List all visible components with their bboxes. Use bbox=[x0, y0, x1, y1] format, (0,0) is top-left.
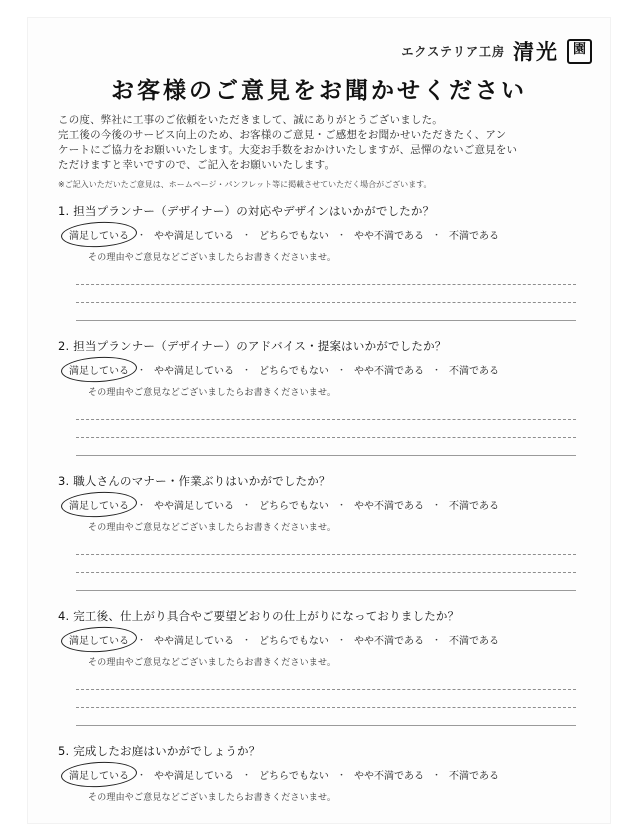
option-selected[interactable]: 満足している bbox=[66, 631, 132, 648]
answer-line[interactable] bbox=[76, 807, 576, 823]
option-separator: ・ bbox=[137, 771, 147, 781]
questions-list bbox=[58, 203, 582, 823]
option[interactable]: やや不満である bbox=[353, 231, 424, 242]
option-separator: ・ bbox=[336, 771, 346, 781]
answer-line[interactable] bbox=[76, 690, 576, 708]
company-name-large: 清光 bbox=[513, 40, 559, 64]
option-separator: ・ bbox=[431, 366, 441, 376]
option-separator: ・ bbox=[137, 231, 147, 241]
question-subprompt: その理由やご意見などございましたらお書きくださいませ。 bbox=[88, 658, 337, 668]
answer-write-in-area[interactable] bbox=[76, 402, 576, 456]
answer-line[interactable] bbox=[76, 537, 576, 555]
question-subprompt: その理由やご意見などございましたらお書きくださいませ。 bbox=[88, 523, 337, 533]
answer-options bbox=[66, 496, 582, 513]
option[interactable]: どちらでもない bbox=[259, 636, 329, 647]
option-separator: ・ bbox=[242, 231, 252, 241]
answer-options bbox=[66, 631, 582, 648]
option[interactable]: 不満である bbox=[448, 636, 499, 647]
answer-line[interactable] bbox=[76, 573, 576, 591]
option-separator: ・ bbox=[336, 501, 346, 511]
answer-options bbox=[66, 361, 582, 378]
questionnaire-sheet bbox=[28, 18, 610, 823]
option[interactable]: やや満足している bbox=[154, 771, 235, 782]
option[interactable]: やや不満である bbox=[353, 636, 424, 647]
option-selected[interactable]: 満足している bbox=[66, 226, 132, 243]
question-title: 2. 担当プランナー（デザイナー）のアドバイス・提案はいかがでしたか？ bbox=[58, 339, 447, 353]
question-subprompt: その理由やご意見などございましたらお書きくださいませ。 bbox=[88, 793, 337, 803]
option[interactable]: 不満である bbox=[448, 771, 499, 782]
intro-line-2: 完工後の今後のサービス向上のため、お客様のご意見・ご感想をお聞かせいただきたく、アン bbox=[58, 129, 507, 141]
option-separator: ・ bbox=[242, 771, 252, 781]
intro-line-1: この度、弊社に工事のご依頼をいただきまして、誠にありがとうございました。 bbox=[58, 114, 443, 126]
answer-write-in-area[interactable] bbox=[76, 672, 576, 726]
option-separator: ・ bbox=[431, 231, 441, 241]
option-separator: ・ bbox=[137, 501, 147, 511]
question-block bbox=[58, 338, 582, 456]
answer-line[interactable] bbox=[76, 438, 576, 456]
option[interactable]: やや満足している bbox=[154, 501, 235, 512]
question-block bbox=[58, 203, 582, 321]
option[interactable]: どちらでもない bbox=[259, 231, 329, 242]
answer-options bbox=[66, 766, 582, 783]
answer-write-in-area[interactable] bbox=[76, 807, 576, 823]
option-separator: ・ bbox=[336, 366, 346, 376]
intro-line-4: ただけますと幸いですので、ご記入をお願いいたします。 bbox=[58, 159, 336, 171]
option-separator: ・ bbox=[242, 366, 252, 376]
option[interactable]: 不満である bbox=[448, 231, 499, 242]
intro-text bbox=[58, 113, 578, 192]
answer-options bbox=[66, 226, 582, 243]
option[interactable]: どちらでもない bbox=[259, 366, 329, 377]
question-subprompt: その理由やご意見などございましたらお書きくださいませ。 bbox=[88, 253, 337, 263]
question-title: 5. 完成したお庭はいかがでしょうか？ bbox=[58, 744, 261, 758]
option-separator: ・ bbox=[137, 366, 147, 376]
option-separator: ・ bbox=[137, 636, 147, 646]
company-logo bbox=[401, 36, 592, 66]
question-block bbox=[58, 608, 582, 726]
option[interactable]: やや満足している bbox=[154, 636, 235, 647]
answer-line[interactable] bbox=[76, 402, 576, 420]
option[interactable]: やや不満である bbox=[353, 501, 424, 512]
option-separator: ・ bbox=[431, 501, 441, 511]
option-selected[interactable]: 満足している bbox=[66, 766, 132, 783]
intro-line-3: ケートにご協力をお願いいたします。大変お手数をおかけいたしますが、忌憚のないご意見をい bbox=[58, 144, 518, 156]
answer-line[interactable] bbox=[76, 708, 576, 726]
option-selected[interactable]: 満足している bbox=[66, 361, 132, 378]
option[interactable]: やや満足している bbox=[154, 231, 235, 242]
question-title: 4. 完工後、仕上がり具合やご要望どおりの仕上がりになっておりましたか？ bbox=[58, 609, 460, 623]
question-subprompt: その理由やご意見などございましたらお書きくださいませ。 bbox=[88, 388, 337, 398]
answer-write-in-area[interactable] bbox=[76, 267, 576, 321]
answer-line[interactable] bbox=[76, 285, 576, 303]
page-title: お客様のご意見をお聞かせください bbox=[111, 77, 527, 104]
option-separator: ・ bbox=[336, 231, 346, 241]
answer-line[interactable] bbox=[76, 555, 576, 573]
answer-line[interactable] bbox=[76, 420, 576, 438]
question-title: 1. 担当プランナー（デザイナー）の対応やデザインはいかがでしたか？ bbox=[58, 204, 435, 218]
option[interactable]: 不満である bbox=[448, 501, 499, 512]
question-block bbox=[58, 473, 582, 591]
answer-write-in-area[interactable] bbox=[76, 537, 576, 591]
option-separator: ・ bbox=[431, 771, 441, 781]
option[interactable]: どちらでもない bbox=[259, 771, 329, 782]
question-title: 3. 職人さんのマナー・作業ぶりはいかがでしたか？ bbox=[58, 474, 331, 488]
option-separator: ・ bbox=[336, 636, 346, 646]
company-name-small: エクステリア工房 bbox=[401, 44, 505, 59]
option-separator: ・ bbox=[242, 501, 252, 511]
option[interactable]: やや満足している bbox=[154, 366, 235, 377]
option[interactable]: どちらでもない bbox=[259, 501, 329, 512]
answer-line[interactable] bbox=[76, 672, 576, 690]
answer-line[interactable] bbox=[76, 303, 576, 321]
company-mark-icon: 園 bbox=[567, 39, 592, 64]
option[interactable]: やや不満である bbox=[353, 771, 424, 782]
option[interactable]: 不満である bbox=[448, 366, 499, 377]
option[interactable]: やや不満である bbox=[353, 366, 424, 377]
option-selected[interactable]: 満足している bbox=[66, 496, 132, 513]
answer-line[interactable] bbox=[76, 267, 576, 285]
option-separator: ・ bbox=[242, 636, 252, 646]
intro-note: ※ご記入いただいたご意見は、ホームページ・パンフレット等に掲載させていただく場合がございます。 bbox=[58, 180, 432, 189]
question-block bbox=[58, 743, 582, 823]
option-separator: ・ bbox=[431, 636, 441, 646]
